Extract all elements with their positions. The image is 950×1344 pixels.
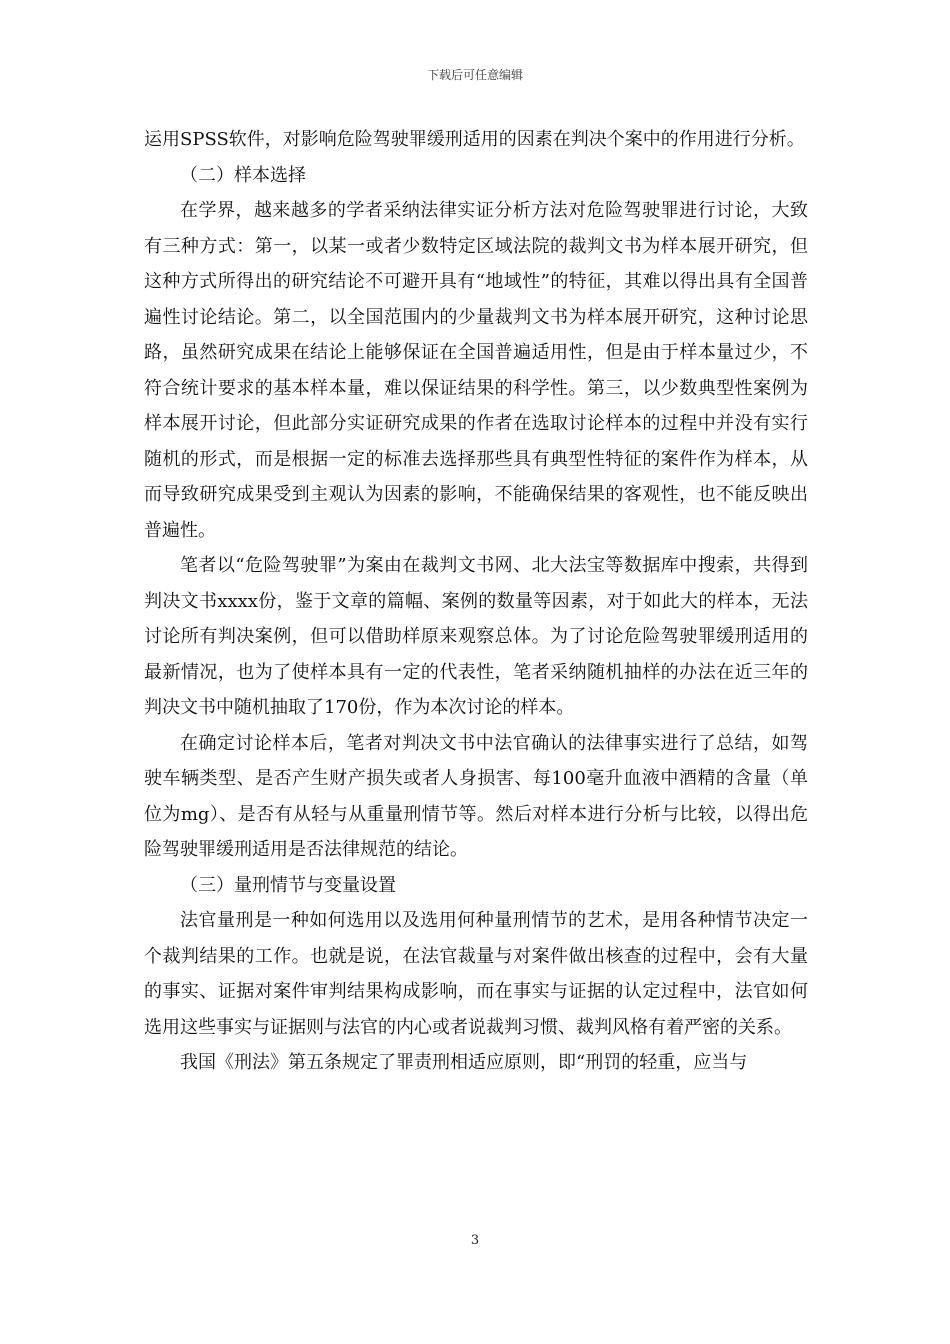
body-paragraph: 在确定讨论样本后，笔者对判决文书中法官确认的法律事实进行了总结，如驾驶车辆类型、是否产生财产损失或者人身损害、每100毫升血液中酒精的含量（单位为mg）、是否有从轻与从重量刑情节等。然后对样本进行分析与比较，以得出危险驾驶罪缓刑适用是否法律规范的结论。: [144, 732, 808, 860]
body-paragraph: 我国《刑法》第五条规定了罪责刑相适应原则，即“刑罚的轻重，应当与: [180, 1052, 748, 1073]
page-header: 下载后可任意编辑: [426, 68, 523, 82]
body-paragraph: 笔者以“危险驾驶罪”为案由在裁判文书网、北大法宝等数据库中搜索，共得到判决文书xxxx份，鉴于文章的篇幅、案例的数量等因素，对于如此大的样本，无法讨论所有判决案例，但可以借助样原来观察总体。为了讨论危险驾驶罪缓刑适用的最新情况，也为了使样本具有一定的代表性，笔者采纳随机抽样的办法在近三年的判决文书中随机抽取了170份，作为本次讨论的样本。: [144, 555, 808, 718]
document-body: [144, 122, 808, 1081]
body-paragraph: 在学界，越来越多的学者采纳法律实证分析方法对危险驾驶罪进行讨论，大致有三种方式：第一，以某一或者少数特定区域法院的裁判文书为样本展开研究，但这种方式所得出的研究结论不可避开具有“地域性”的特征，其难以得出具有全国普遍性讨论结论。第二，以全国范围内的少量裁判文书为样本展开研究，这种讨论思路，虽然研究成果在结论上能够保证在全国普遍适用性，但是由于样本量过少，不符合统计要求的基本样本量，难以保证结果的科学性。第三，以少数典型性案例为样本展开讨论，但此部分实证研究成果的作者在选取讨论样本的过程中并没有实行随机的形式，而是根据一定的标准去选择那些具有典型性特征的案件作为样本，从而导致研究成果受到主观认为因素的影响，不能确保结果的客观性，也不能反映出普遍性。: [144, 200, 808, 541]
body-paragraph: 法官量刑是一种如何选用以及选用何种量刑情节的艺术，是用各种情节决定一个裁判结果的工作。也就是说，在法官裁量与对案件做出核查的过程中，会有大量的事实、证据对案件审判结果构成影响，而在事实与证据的认定过程中，法官如何选用这些事实与证据则与法官的内心或者说裁判习惯、裁判风格有着严密的关系。: [144, 910, 808, 1038]
section-heading: （三）量刑情节与变量设置: [180, 874, 396, 896]
page-number: 3: [470, 1233, 480, 1248]
body-paragraph: 运用SPSS软件，对影响危险驾驶罪缓刑适用的因素在判决个案中的作用进行分析。: [144, 129, 805, 150]
section-heading: （二）样本选择: [180, 164, 306, 186]
